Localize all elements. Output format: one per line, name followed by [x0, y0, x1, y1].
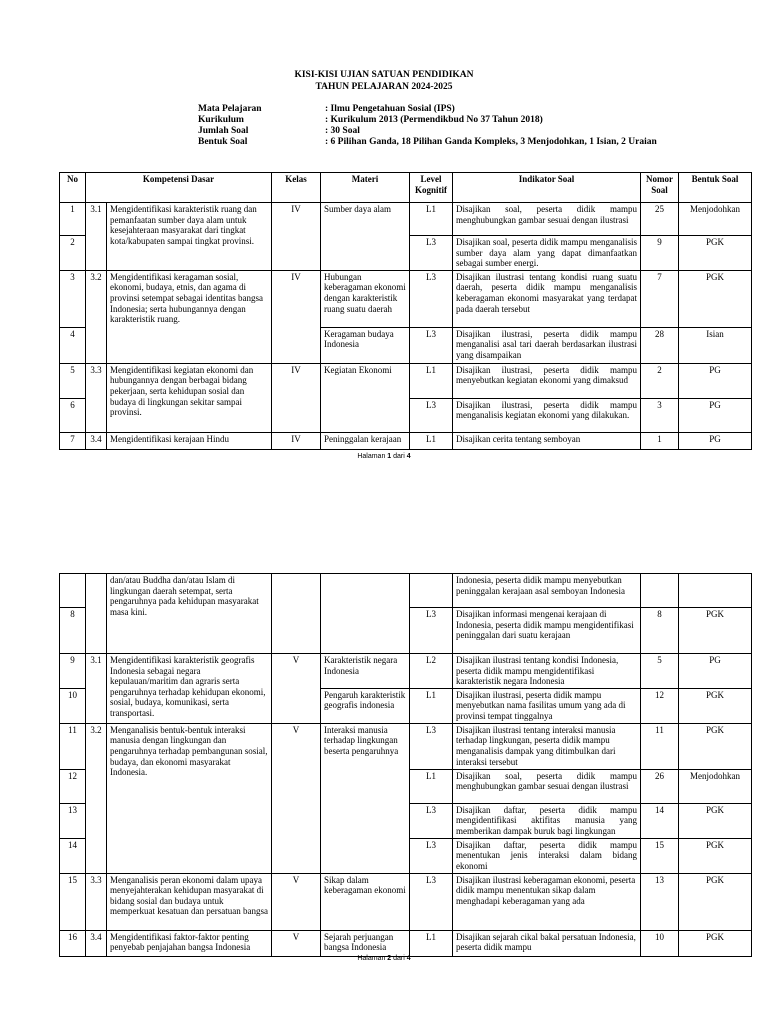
meta-row: [198, 137, 657, 148]
cell-bentuk: PGK: [679, 723, 752, 769]
cell-bentuk: PGK: [679, 236, 752, 271]
table-row: [60, 873, 752, 930]
cell-level: [410, 574, 453, 608]
cell-indikator: Disajikan ilustrasi tentang interaksi manusia terhadap lingkungan, peserta didik mampu menganalisis dampak yang ditimbulkan dari interaksi tersebut: [453, 723, 641, 769]
cell-nomor: 13: [641, 873, 679, 930]
cell-no: 15: [60, 873, 86, 930]
cell-nomor: 25: [641, 203, 679, 236]
cell-indikator: Disajikan soal, peserta didik mampu menganalisis sumber daya alam yang dapat dimanfaatkan sebagai sumber energi.: [453, 236, 641, 271]
footer-separator: dari: [391, 453, 407, 460]
cell-kd-no: 3.4: [86, 432, 107, 449]
cell-no: 2: [60, 236, 86, 271]
meta-row: [198, 126, 657, 137]
cell-bentuk: PG: [679, 432, 752, 449]
cell-level: L1: [410, 688, 453, 723]
cell-kd: Menganalisis peran ekonomi dalam upaya menyejahterakan kehidupan masyarakat di bidang sosial dan budaya untuk memperkuat kesatuan dan persatuan bangsa: [107, 873, 272, 930]
cell-materi: Karakteristik negara Indonesia: [321, 654, 410, 689]
cell-nomor: 12: [641, 688, 679, 723]
table-row: [60, 203, 752, 236]
cell-kd-no: 3.2: [86, 723, 107, 873]
cell-level: L3: [410, 270, 453, 327]
cell-level: L1: [410, 769, 453, 803]
cell-level: L3: [410, 327, 453, 363]
kisi-table-page-2: [59, 573, 752, 957]
cell-no: 9: [60, 654, 86, 689]
cell-nomor: 9: [641, 236, 679, 271]
cell-kelas: V: [272, 930, 321, 956]
cell-kd: Mengidentifikasi keragaman sosial, ekonomi, budaya, etnis, dan agama di provinsi setempat sebagai identitas bangsa Indonesia; serta hubungannya dengan karakteristik ruang.: [107, 270, 272, 363]
cell-no: 16: [60, 930, 86, 956]
cell-no: 7: [60, 432, 86, 449]
cell-kd: Mengidentifikasi kerajaan Hindu: [107, 432, 272, 449]
meta-value: : 6 Pilihan Ganda, 18 Pilihan Ganda Kompleks, 3 Menjodohkan, 1 Isian, 2 Uraian: [325, 137, 657, 147]
cell-level: L2: [410, 654, 453, 689]
page-footer: [0, 955, 768, 962]
cell-materi: Sikap dalam keberagaman ekonomi: [321, 873, 410, 930]
cell-kelas: IV: [272, 203, 321, 271]
cell-kelas: V: [272, 654, 321, 724]
footer-prefix: Halaman: [357, 955, 388, 962]
cell-kd-no: 3.1: [86, 654, 107, 724]
cell-materi: Peninggalan kerajaan: [321, 432, 410, 449]
meta-row: [198, 115, 657, 126]
cell-indikator: Disajikan soal, peserta didik mampu menghubungkan gambar sesuai dengan ilustrasi: [453, 769, 641, 803]
cell-materi: Kegiatan Ekonomi: [321, 363, 410, 432]
cell-indikator: Disajikan daftar, peserta didik mampu mengidentifikasi aktifitas manusia yang memberikan dampak buruk bagi lingkungan: [453, 803, 641, 838]
cell-no: 3: [60, 270, 86, 327]
cell-nomor: [641, 574, 679, 608]
cell-bentuk: Menjodohkan: [679, 203, 752, 236]
cell-indikator-continued: Indonesia, peserta didik mampu menyebutkan peninggalan kerajaan asal semboyan Indonesia: [453, 574, 641, 608]
cell-indikator: Disajikan ilustrasi, peserta didik mampu menganalisi asal tari daerah berdasarkan ilustrasi yang disampaikan: [453, 327, 641, 363]
cell-indikator: Disajikan sejarah cikal bakal persatuan Indonesia, peserta didik mampu: [453, 930, 641, 956]
footer-separator: dari: [391, 955, 407, 962]
meta-value: : Ilmu Pengetahuan Sosial (IPS): [325, 104, 455, 114]
cell-level: L1: [410, 363, 453, 398]
document-meta: [198, 104, 657, 148]
cell-materi: Interaksi manusia terhadap lingkungan beserta pengaruhnya: [321, 723, 410, 873]
meta-label: Bentuk Soal: [198, 137, 248, 147]
cell-no: 12: [60, 769, 86, 803]
cell-level: L3: [410, 608, 453, 654]
cell-level: L3: [410, 236, 453, 271]
document-subtitle: TAHUN PELAJARAN 2024-2025: [315, 82, 453, 92]
cell-kd: Mengidentifikasi kegiatan ekonomi dan hubungannya dengan berbagai bidang pekerjaan, serta kehidupan sosial dan budaya di lingkungan sekitar sampai provinsi.: [107, 363, 272, 432]
cell-materi: Hubungan keberagaman ekonomi dengan karakteristik ruang suatu daerah: [321, 270, 410, 327]
col-header-indikator: Indikator Soal: [453, 173, 641, 203]
cell-indikator: Disajikan ilustrasi, peserta didik mampu menganalisis kegiatan ekonomi yang dilakukan.: [453, 398, 641, 432]
cell-indikator: Disajikan soal, peserta didik mampu menghubungkan gambar sesuai dengan ilustrasi: [453, 203, 641, 236]
cell-bentuk: PGK: [679, 930, 752, 956]
cell-indikator: Disajikan ilustrasi tentang kondisi Indonesia, peserta didik mampu mengidentifikasi karakteristik negara Indonesia: [453, 654, 641, 689]
kisi-table-page-1: [59, 172, 752, 450]
cell-level: L1: [410, 930, 453, 956]
cell-nomor: 11: [641, 723, 679, 769]
cell-no: 4: [60, 327, 86, 363]
table-row: [60, 270, 752, 327]
table-row: [60, 654, 752, 689]
meta-row: [198, 104, 657, 115]
cell-nomor: 7: [641, 270, 679, 327]
cell-no: 11: [60, 723, 86, 769]
table-row: [60, 432, 752, 449]
cell-bentuk: PGK: [679, 838, 752, 873]
cell-level: L1: [410, 203, 453, 236]
cell-materi: Pengaruh karakteristik geografis indonesia: [321, 688, 410, 723]
cell-bentuk: PGK: [679, 270, 752, 327]
cell-bentuk: PGK: [679, 608, 752, 654]
cell-kd-no: 3.2: [86, 270, 107, 363]
cell-nomor: 10: [641, 930, 679, 956]
cell-bentuk: PGK: [679, 803, 752, 838]
cell-bentuk: PGK: [679, 688, 752, 723]
cell-no: 14: [60, 838, 86, 873]
col-header-kd: Kompetensi Dasar: [86, 173, 272, 203]
cell-kelas: [272, 574, 321, 654]
cell-nomor: 3: [641, 398, 679, 432]
col-header-nomor: Nomor Soal: [641, 173, 679, 203]
meta-label: Mata Pelajaran: [198, 104, 262, 114]
cell-bentuk: [679, 574, 752, 608]
cell-kd-no: 3.4: [86, 930, 107, 956]
cell-indikator: Disajikan ilustrasi tentang kondisi ruang suatu daerah, peserta didik mampu menganalisis keberagaman ekonomi masyarakat yang terdapat pada daerah tersebut: [453, 270, 641, 327]
cell-nomor: 8: [641, 608, 679, 654]
table-row: [60, 930, 752, 956]
cell-indikator: Disajikan ilustrasi, peserta didik mampu menyebutkan kegiatan ekonomi yang dimaksud: [453, 363, 641, 398]
cell-kelas: V: [272, 723, 321, 873]
cell-indikator: Disajikan informasi mengenai kerajaan di Indonesia, peserta didik mampu mengidentifikasi peninggalan dari suatu kerajaan: [453, 608, 641, 654]
cell-no: 6: [60, 398, 86, 432]
cell-indikator: Disajikan ilustrasi keberagaman ekonomi, peserta didik mampu menentukan sikap dalam menghadapi keberagaman yang ada: [453, 873, 641, 930]
cell-bentuk: Isian: [679, 327, 752, 363]
cell-level: L3: [410, 873, 453, 930]
cell-bentuk: PG: [679, 398, 752, 432]
meta-value: : Kurikulum 2013 (Permendikbud No 37 Tahun 2018): [325, 115, 543, 125]
cell-materi: Sejarah perjuangan bangsa Indonesia: [321, 930, 410, 956]
cell-kelas: IV: [272, 363, 321, 432]
cell-bentuk: PG: [679, 654, 752, 689]
cell-kd: Mengidentifikasi karakteristik geografis Indonesia sebagai negara kepulauan/maritim dan agraris serta pengaruhnya terhadap kehidupan ekonomi, sosial, budaya, komunikasi, serta transportasi.: [107, 654, 272, 724]
document-title: KISI-KISI UJIAN SATUAN PENDIDIKAN: [294, 70, 474, 80]
cell-kd-no: 3.1: [86, 203, 107, 271]
cell-no: 10: [60, 688, 86, 723]
table-header-row: [60, 173, 752, 203]
cell-nomor: 2: [641, 363, 679, 398]
col-header-level: Level Kognitif: [410, 173, 453, 203]
col-header-bentuk: Bentuk Soal: [679, 173, 752, 203]
cell-materi: [321, 574, 410, 654]
col-header-kelas: Kelas: [272, 173, 321, 203]
cell-bentuk: Menjodohkan: [679, 769, 752, 803]
footer-prefix: Halaman: [357, 453, 388, 460]
cell-nomor: 28: [641, 327, 679, 363]
cell-kd-no: [86, 574, 107, 654]
cell-indikator: Disajikan cerita tentang semboyan: [453, 432, 641, 449]
cell-no: 5: [60, 363, 86, 398]
table-row: [60, 363, 752, 398]
cell-materi: Keragaman budaya Indonesia: [321, 327, 410, 363]
cell-nomor: 1: [641, 432, 679, 449]
cell-level: L3: [410, 838, 453, 873]
cell-no: 8: [60, 608, 86, 654]
cell-kd: Mengidentifikasi karakteristik ruang dan pemanfaatan sumber daya alam untuk kesejahteraan masyarakat dari tingkat kota/kabupaten sampai tingkat provinsi.: [107, 203, 272, 271]
cell-kelas: IV: [272, 432, 321, 449]
cell-no: 13: [60, 803, 86, 838]
cell-kd-continued: dan/atau Buddha dan/atau Islam di lingkungan daerah setempat, serta pengaruhnya pada kehidupan masyarakat masa kini.: [107, 574, 272, 654]
meta-label: Jumlah Soal: [198, 126, 249, 136]
footer-page-total: 4: [406, 453, 411, 460]
col-header-no: No: [60, 173, 86, 203]
cell-nomor: 5: [641, 654, 679, 689]
cell-nomor: 15: [641, 838, 679, 873]
cell-materi: Sumber daya alam: [321, 203, 410, 271]
footer-page-number: 2: [387, 955, 392, 962]
table-row: [60, 723, 752, 769]
cell-level: L3: [410, 398, 453, 432]
cell-bentuk: PGK: [679, 873, 752, 930]
cell-level: L1: [410, 432, 453, 449]
cell-kd: Mengidentifikasi faktor-faktor penting penyebab penjajahan bangsa Indonesia: [107, 930, 272, 956]
footer-page-number: 1: [387, 453, 392, 460]
table-row: [60, 574, 752, 608]
cell-no: [60, 574, 86, 608]
cell-kelas: IV: [272, 270, 321, 363]
cell-level: L3: [410, 803, 453, 838]
cell-kd-no: 3.3: [86, 363, 107, 432]
cell-indikator: Disajikan ilustrasi, peserta didik mampu menyebutkan nama fasilitas umum yang ada di provinsi tempat tinggalnya: [453, 688, 641, 723]
footer-page-total: 4: [406, 955, 411, 962]
document-page-2: [0, 510, 768, 1024]
cell-nomor: 14: [641, 803, 679, 838]
cell-level: L3: [410, 723, 453, 769]
meta-label: Kurikulum: [198, 115, 244, 125]
cell-kelas: V: [272, 873, 321, 930]
page-footer: [0, 453, 768, 460]
cell-indikator: Disajikan daftar, peserta didik mampu menentukan jenis interaksi dalam bidang ekonomi: [453, 838, 641, 873]
col-header-materi: Materi: [321, 173, 410, 203]
cell-no: 1: [60, 203, 86, 236]
cell-nomor: 26: [641, 769, 679, 803]
cell-kd-no: 3.3: [86, 873, 107, 930]
cell-kd: Menganalisis bentuk-bentuk interaksi manusia dengan lingkungan dan pengaruhnya terhadap pembangunan sosial, budaya, dan ekonomi masyarakat Indonesia.: [107, 723, 272, 873]
cell-bentuk: PG: [679, 363, 752, 398]
document-page-1: [0, 0, 768, 470]
meta-value: : 30 Soal: [325, 126, 360, 136]
